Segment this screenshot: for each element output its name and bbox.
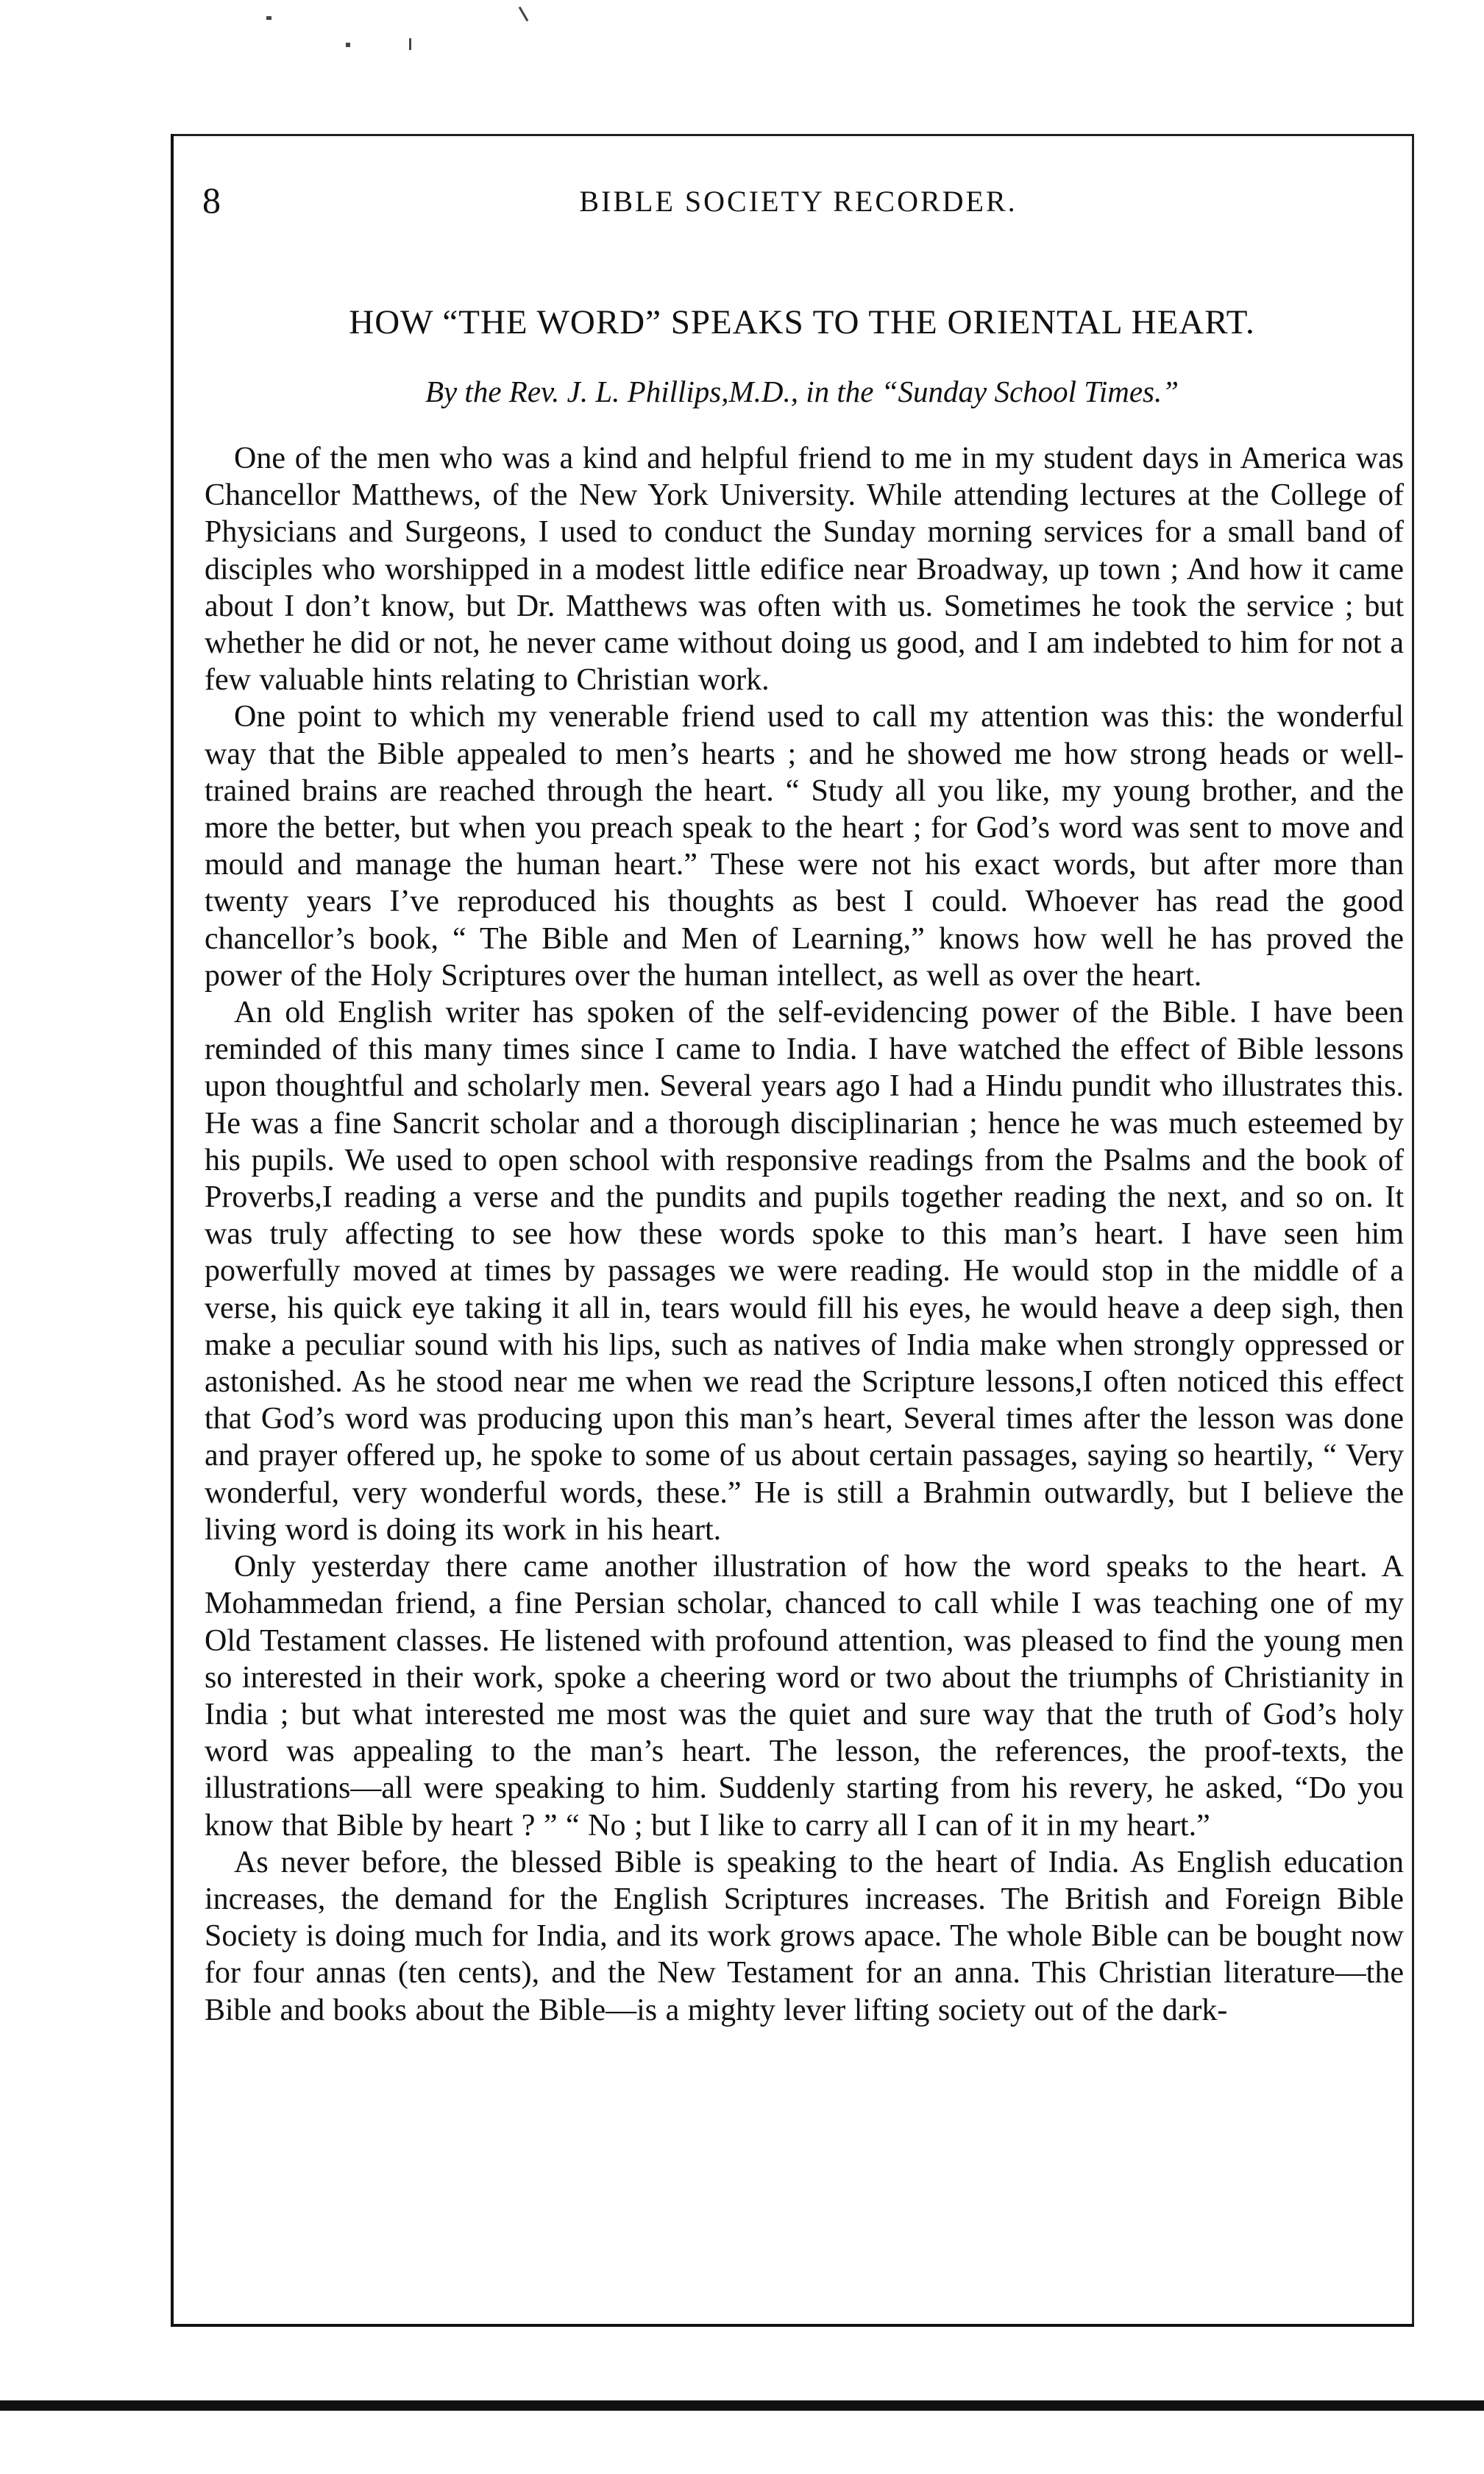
paragraph: One of the men who was a kind and helpful friend to me in my student days in America was Chancellor Matthews, of the New York University. While attending lectures at the College of Physicians and Surgeons, I used to conduct the Sunday morning services for a small band of disciples who worshipped in a modest little edifice near Broadway, up town ; And how it came about I don’t know, but Dr. Matthews was often with us. Sometimes he took the service ; but whether he did or not, he never came without doing us good, and I am indebted to him for not a few valuable hints relating to Christian work.	[205, 442, 1404, 698]
bottom-edge-band	[0, 2400, 1484, 2411]
bottom-rule	[171, 2324, 1414, 2327]
right-rule	[1412, 134, 1414, 2327]
running-title: BIBLE SOCIETY RECORDER.	[579, 185, 1018, 218]
paragraph: One point to which my venerable friend used to call my attention was this: the wonderful way that the Bible appealed to men’s hearts ; and he showed me how strong heads or well-trained brains are reached through the heart. “ Study all you like, my young brother, and the more the better, but when you preach speak to the heart ; for God’s word was sent to move and mould and manage the human heart.” These were not his exact words, but after more than twenty years I’ve reproduced his thoughts as best I could. Whoever has read the good chancellor’s book, “ The Bible and Men of Learning,” knows how well he has proved the power of the Holy Scriptures over the human intellect, as well as over the heart.	[205, 700, 1404, 993]
article-body	[205, 440, 1404, 2029]
article-byline: By the Rev. J. L. Phillips,M.D., in the “Sunday School Times.”	[425, 375, 1179, 408]
paragraph: As never before, the blessed Bible is speaking to the heart of India. As English education increases, the demand for the English Scriptures increases. The British and Foreign Bible Society is doing much for India, and its work grows apace. The whole Bible can be bought now for four annas (ten cents), and the New Testament for an anna. This Christian literature—the Bible and books about the Bible—is a mighty lever lifting society out of the dark-	[205, 1845, 1404, 2027]
left-rule	[171, 134, 174, 2327]
scan-speck	[266, 16, 271, 20]
page-number: 8	[202, 180, 221, 221]
scan-speck	[346, 43, 350, 47]
paragraph: An old English writer has spoken of the self-evidencing power of the Bible. I have been reminded of this many times since I came to India. I have watched the effect of Bible lessons upon thoughtful and scholarly men. Several years ago I had a Hindu pundit who illustrates this. He was a fine Sancrit scholar and a thorough disciplinarian ; hence he was much esteemed by his pupils. We used to open school with responsive readings from the Psalms and the book of Proverbs,I reading a verse and the pundits and pupils together reading the next, and so on. It was truly affecting to see how these words spoke to this man’s heart. I have seen him powerfully moved at times by passages we were reading. He would stop in the middle of a verse, his quick eye taking it all in, tears would fill his eyes, he would heave a deep sigh, then make a peculiar sound with his lips, such as natives of India make when strongly oppressed or astonished. As he stood near me when we read the Scripture lessons,I often noticed this effect that God’s word was producing upon this man’s heart, Several times after the lesson was done and prayer offered up, he spoke to some of us about certain passages, saying so heartily, “ Very wonderful, very wonderful words, these.” He is still a Brahmin outwardly, but I believe the living word is doing its work in his heart.	[205, 996, 1404, 1547]
scan-speck	[409, 38, 411, 50]
top-rule	[171, 134, 1414, 136]
article-title: HOW “THE WORD” SPEAKS TO THE ORIENTAL HEART.	[349, 303, 1255, 341]
paragraph: Only yesterday there came another illustration of how the word speaks to the heart. A Mohammedan friend, a fine Persian scholar, chanced to call while I was teaching one of my Old Testament classes. He listened with profound attention, was pleased to find the young men so interested in their work, spoke a cheering word or two about the triumphs of Christianity in India ; but what interested me most was the quiet and sure way that the truth of God’s holy word was appealing to the man’s heart. The lesson, the references, the proof-texts, the illustrations—all were speaking to him. Suddenly starting from his revery, he asked, “Do you know that Bible by heart ? ” “ No ; but I like to carry all I can of it in my heart.”	[205, 1550, 1404, 1843]
running-head	[202, 178, 1394, 222]
scan-speck	[519, 7, 529, 22]
